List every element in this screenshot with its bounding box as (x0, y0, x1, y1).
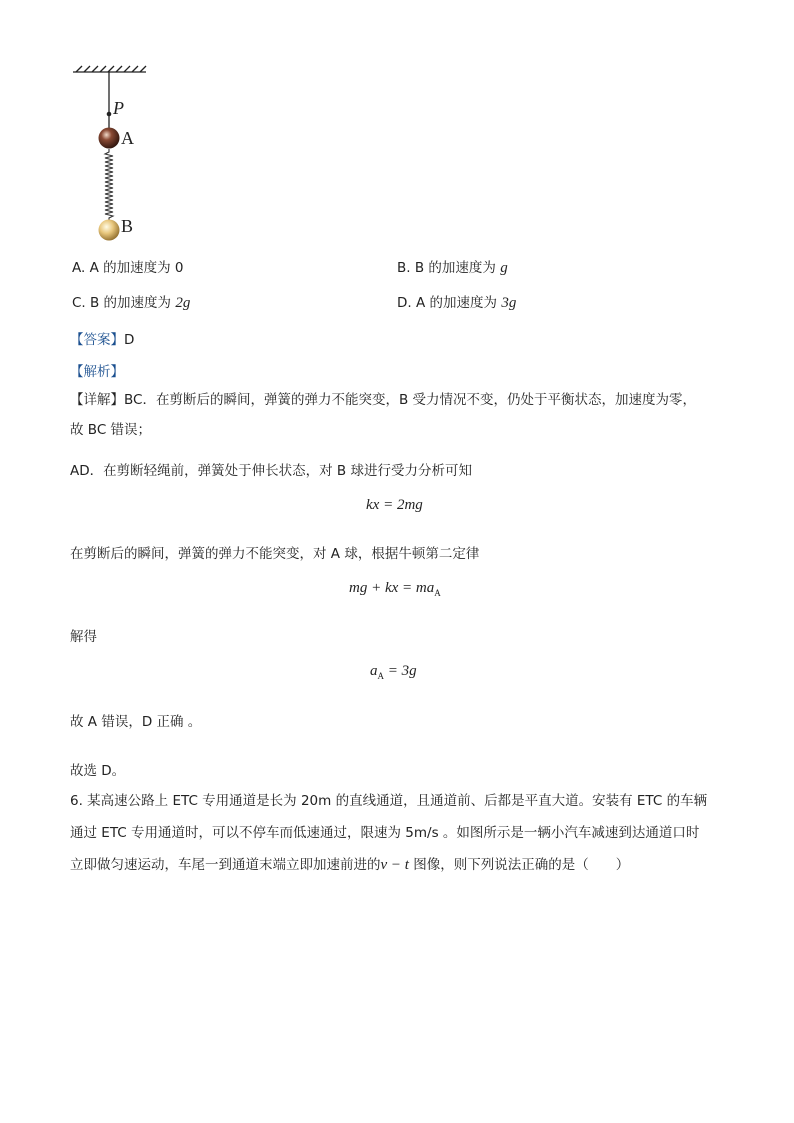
final-choice: 故选 D。 (70, 763, 126, 779)
label-b: B (121, 216, 134, 236)
option-a-text: A. A 的加速度为 (72, 260, 171, 276)
equation-1: kx = 2mg (366, 497, 423, 513)
q6-line1: 6. 某高速公路上 ETC 专用通道是长为 20m 的直线通道，且通道前、后都是平直大道。安装有 ETC 的车辆 (70, 793, 708, 809)
spring (105, 149, 113, 220)
conclusion: 故 A 错误，D 正确 。 (70, 714, 202, 730)
option-b-value: g (500, 260, 508, 276)
option-c-text: C. B 的加速度为 (72, 295, 172, 311)
after-cut-paragraph: 在剪断后的瞬间，弹簧的弹力不能突变，对 A 球，根据牛顿第二定律 (70, 546, 480, 562)
equation-3-a: a (370, 663, 378, 679)
detail-text-1: BC．在剪断后的瞬间，弹簧的弹力不能突变，B 受力情况不变，仍处于平衡状态，加速度为零， (124, 392, 697, 408)
point-p (107, 112, 112, 117)
option-a (72, 256, 184, 276)
label-a: A (121, 128, 134, 148)
spring-ball-figure (70, 62, 170, 247)
ceiling (73, 66, 146, 72)
q6-line3-text: 立即做匀速运动，车尾一到通道末端立即加速前进的 (70, 857, 381, 873)
analysis-label: 【解析】 (70, 364, 124, 380)
label-p: P (113, 98, 124, 118)
option-b-text: B. B 的加速度为 (397, 260, 496, 276)
answer-value: D (124, 332, 135, 348)
option-d (397, 291, 516, 312)
detail-line1 (70, 386, 696, 414)
option-c (72, 291, 190, 312)
answer (70, 328, 134, 348)
q6-line3-tail: 图像，则下列说法正确的是（ ） (408, 857, 630, 873)
q6-line2: 通过 ETC 专用通道时，可以不停车而低速通过，限速为 5m/s 。如图所示是一辆小汽车减速到达通道口时 (70, 825, 700, 841)
detail-line2: 故 BC 错误； (70, 422, 152, 438)
equation-3 (370, 663, 417, 681)
answer-label: 【答案】 (70, 332, 124, 348)
option-d-value: 3g (501, 295, 517, 311)
equation-3-rhs: = 3g (384, 663, 417, 679)
q6-line3 (70, 851, 629, 879)
ad-paragraph: AD．在剪断轻绳前，弹簧处于伸长状态，对 B 球进行受力分析可知 (70, 463, 472, 479)
option-c-value: 2g (175, 295, 191, 311)
equation-3-sub: A (377, 671, 384, 681)
option-b (397, 256, 508, 277)
solve-label: 解得 (70, 629, 97, 645)
q6-vt-math: v − t (380, 857, 409, 873)
option-a-value: 0 (174, 260, 184, 276)
equation-2 (349, 580, 441, 598)
equation-2-main: mg + kx = ma (349, 580, 435, 596)
option-d-text: D. A 的加速度为 (397, 295, 498, 311)
ball-a (99, 128, 120, 149)
detail-label: 【详解】 (70, 392, 124, 408)
equation-2-sub: A (434, 588, 441, 598)
ball-b (99, 220, 120, 241)
